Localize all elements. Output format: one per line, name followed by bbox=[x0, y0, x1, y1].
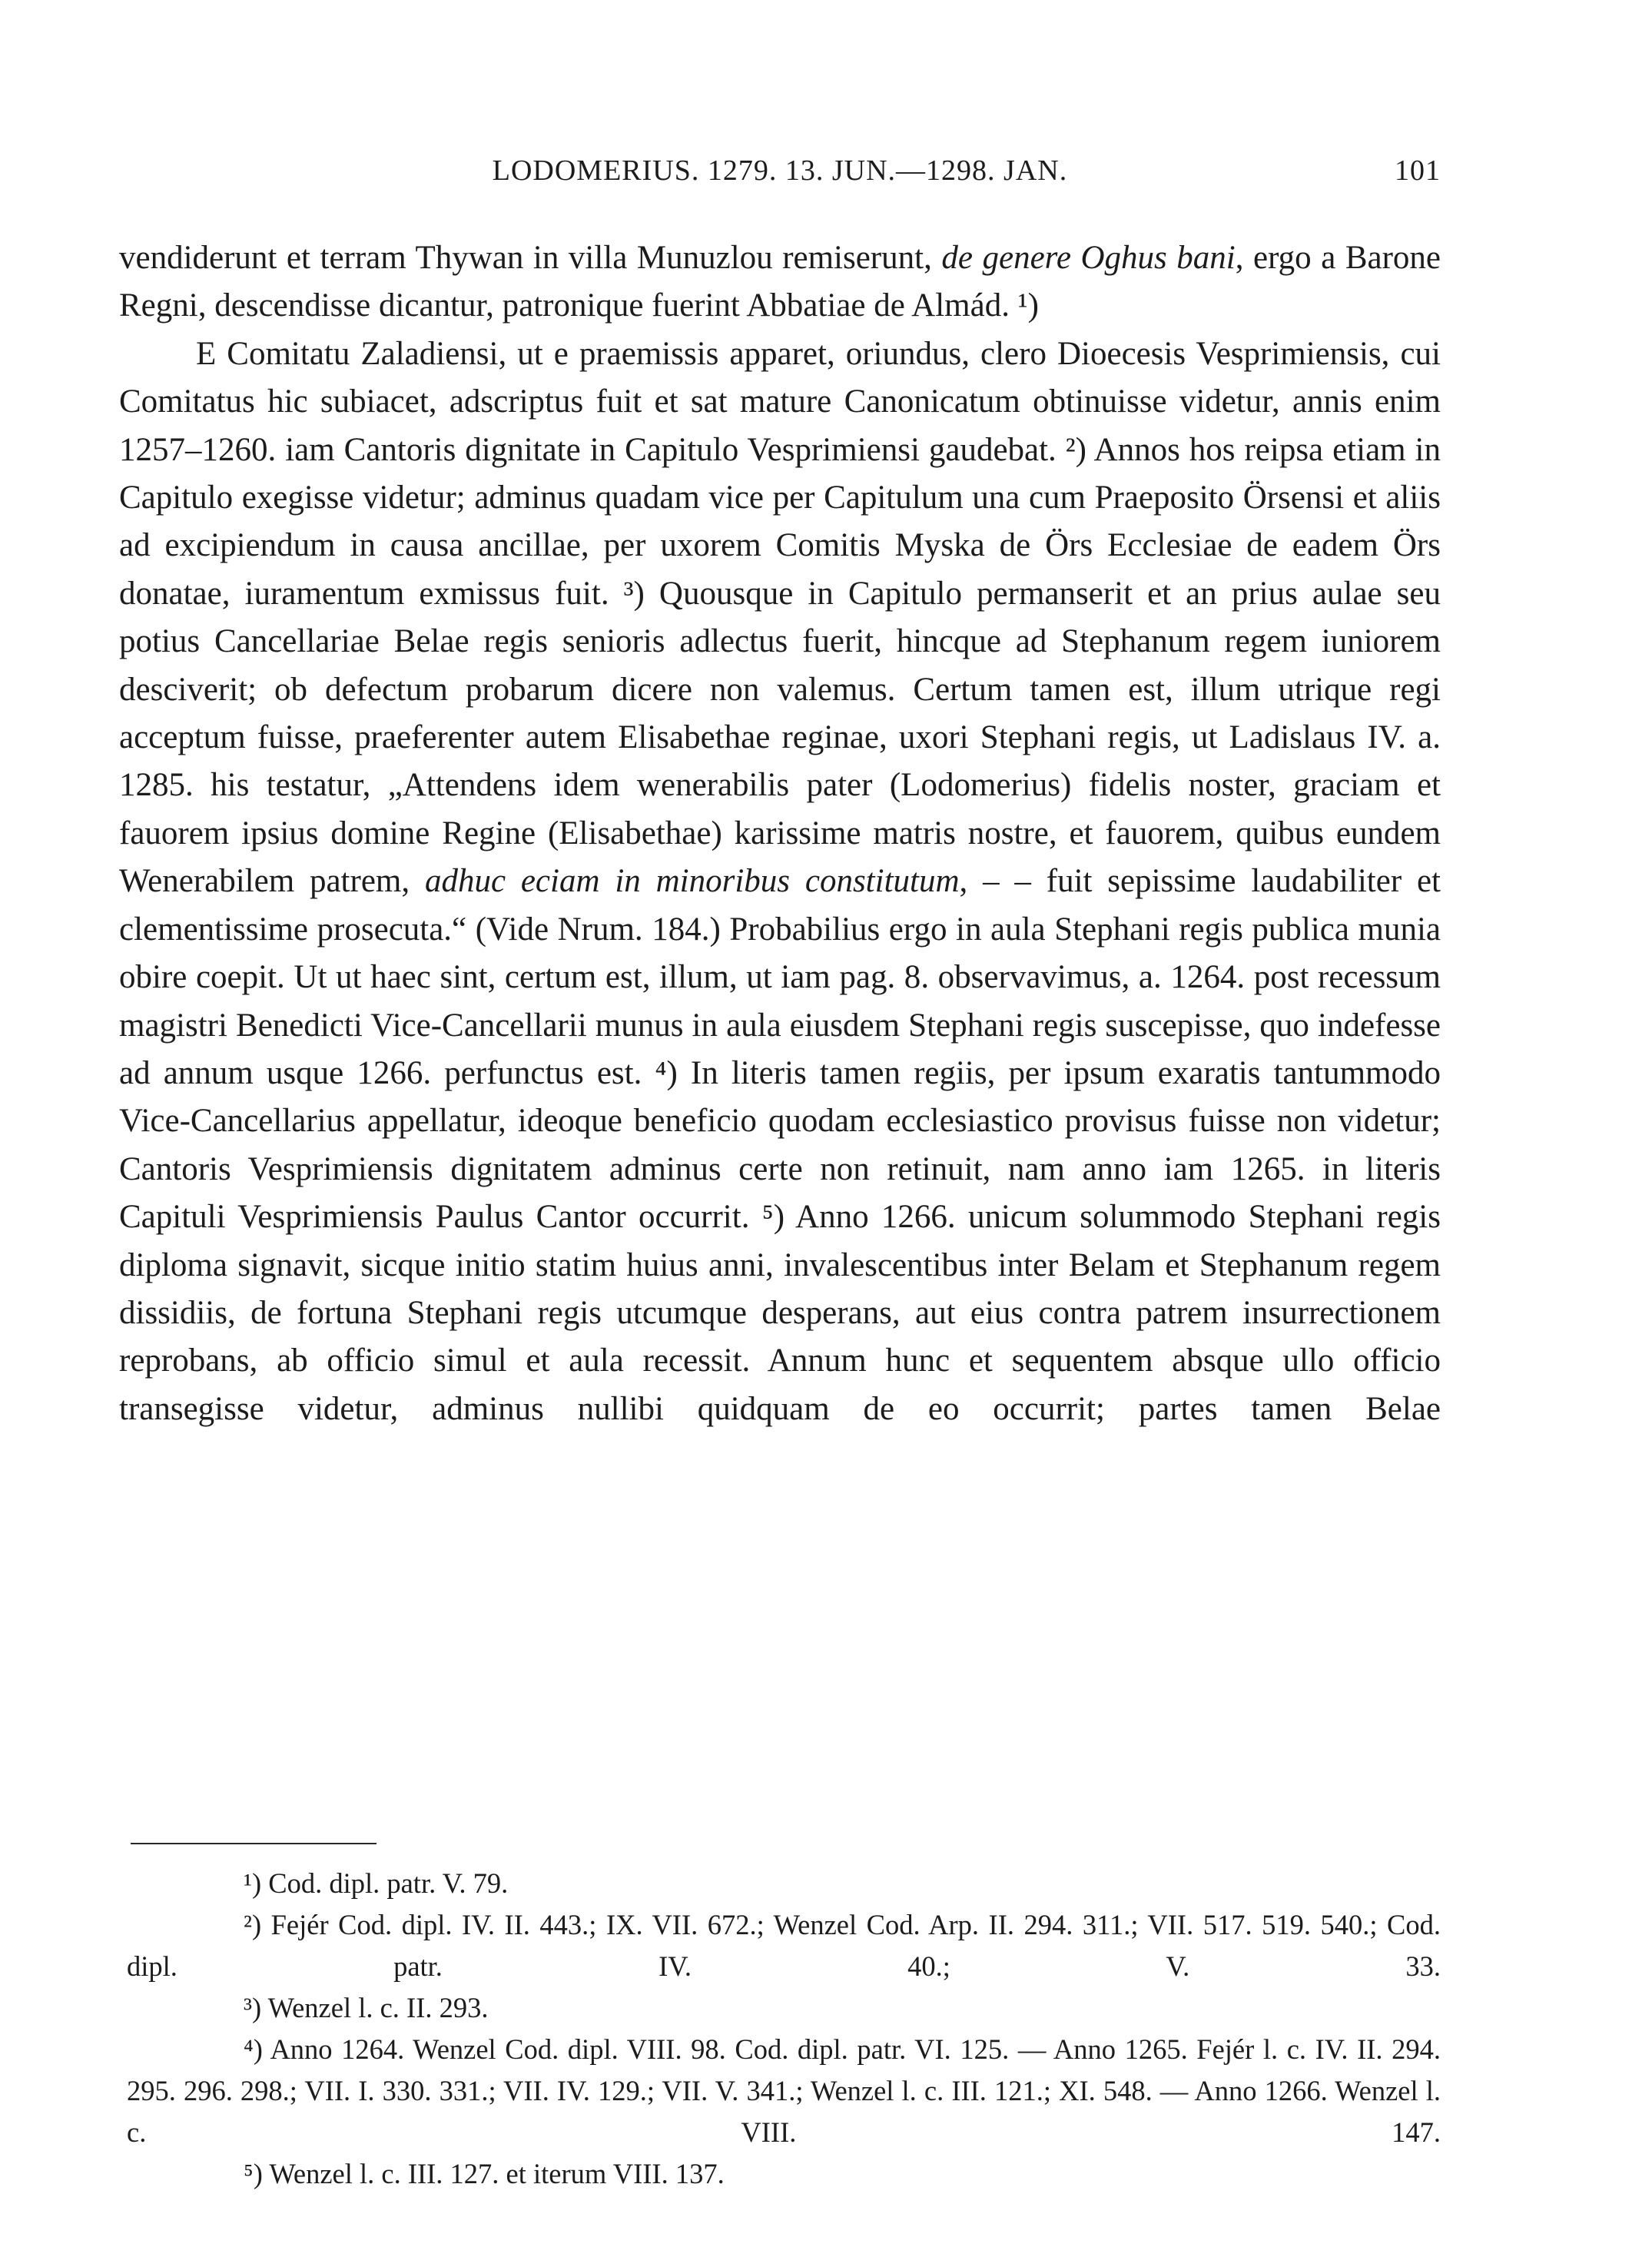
italic-phrase: adhuc eciam in minoribus constitutum bbox=[424, 863, 960, 900]
body-text bbox=[119, 234, 1441, 1433]
footnote-5: ⁵) Wenzel l. c. III. 127. et iterum VIII. 137. bbox=[244, 2158, 725, 2189]
footnote-3: ³) Wenzel l. c. II. 293. bbox=[244, 1992, 489, 2023]
text-segment: E Comitatu Zaladiensi, ut e praemissis apparet, oriundus, clero Dioecesis Vesprimiensis, cui Comitatus hic subiacet, adscriptus fuit et sat mature Canonicatum obtinuisse videtur, annis enim 1257–1260. iam Cantoris dignitate in Capitulo Vesprimiensi gaudebat. ²) Annos hos reipsa etiam in Capitulo exegisse videtur; adminus quadam vice per Capitulum una cum Praeposito Örsensi et aliis ad excipiendum in causa ancillae, per uxorem Comitis Myska de Örs Ecclesiae de eadem Örs donatae, iuramentum exmissus fuit. ³) Quousque in Capitulo permanserit et an prius aulae seu potius Cancellariae Belae regis senioris adlectus fuerit, hincque ad Stephanum regem iuniorem desciverit; ob defectum probarum dicere non valemus. Certum tamen est, illum utrique regi acceptum fuisse, praeferenter autem Elisabethae reginae, uxori Stephani regis, ut Ladislaus IV. a. 1285. his testatur, „Attendens idem wenerabilis pater (Lodomerius) fidelis noster, graciam et fauorem ipsius domine Regine (Elisabethae) karissime matris nostre, et fauorem, quibus eundem Wenerabilem patrem, bbox=[119, 335, 1441, 900]
footnote-1: ¹) Cod. dipl. patr. V. 79. bbox=[244, 1867, 509, 1899]
page-number: 101 bbox=[1395, 154, 1441, 187]
footnotes bbox=[127, 1863, 1441, 2195]
footnote-divider bbox=[131, 1843, 377, 1844]
paragraph-1 bbox=[119, 234, 1441, 330]
paragraph-2 bbox=[119, 330, 1441, 1433]
running-head bbox=[119, 154, 1441, 200]
text-segment: , – – fuit sepissime laudabiliter et clementissime prosecuta.“ (Vide Nrum. 184.) Probabilius ergo in aula Stephani regis publica munia obire coepit. Ut ut haec sint, certum est, illum, ut iam pag. 8. observavimus, a. 1264. post recessum magistri Benedicti Vice-Cancellarii munus in aula eiusdem Stephani regis suscepisse, quo indefesse ad annum usque 1266. perfunctus est. ⁴) In literis tamen regiis, per ipsum exaratis tantummodo Vice-Cancellarius appellatur, ideoque beneficio quodam ecclesiastico provisus fuisse non videtur; Cantoris Vesprimiensis dignitatem adminus certe non retinuit, nam anno iam 1265. in literis Capituli Vesprimiensis Paulus Cantor occurrit. ⁵) Anno 1266. unicum solummodo Stephani regis diploma signavit, sicque initio statim huius anni, invalescentibus inter Belam et Stephanum regem dissidiis, de fortuna Stephani regis utcumque desperans, aut eius contra patrem insurrectionem reprobans, ab officio simul et aula recessit. Annum hunc et sequentem absque ullo officio transegisse videtur, adminus nullibi quidquam de eo occurrit; partes tamen Belae bbox=[119, 863, 1441, 1427]
text-segment: , ergo a Barone Regni, descendisse dicantur, patronique fuerint Abbatiae de Almád. ¹) bbox=[119, 240, 1441, 324]
running-title: LODOMERIUS. 1279. 13. JUN.—1298. JAN. bbox=[492, 154, 1068, 187]
footnote-2: ²) Fejér Cod. dipl. IV. II. 443.; IX. VII. 672.; Wenzel Cod. Arp. II. 294. 311.; VII. 517. 519. 540.; Cod. dipl. patr. IV. 40.; V. 33. bbox=[127, 1909, 1441, 1982]
italic-phrase: de genere Oghus bani bbox=[941, 240, 1236, 276]
footnote-4: ⁴) Anno 1264. Wenzel Cod. dipl. VIII. 98. Cod. dipl. patr. VI. 125. — Anno 1265. Fejér l. c. IV. II. 294. 295. 296. 298.; VII. I. 330. 331.; VII. IV. 129.; VII. V. 341.; Wenzel l. c. III. 121.; XI. 548. — Anno 1266. Wenzel l. c. VIII. 147. bbox=[127, 2033, 1441, 2148]
text-segment: vendiderunt et terram Thywan in villa Munuzlou remiserunt, bbox=[119, 240, 942, 276]
